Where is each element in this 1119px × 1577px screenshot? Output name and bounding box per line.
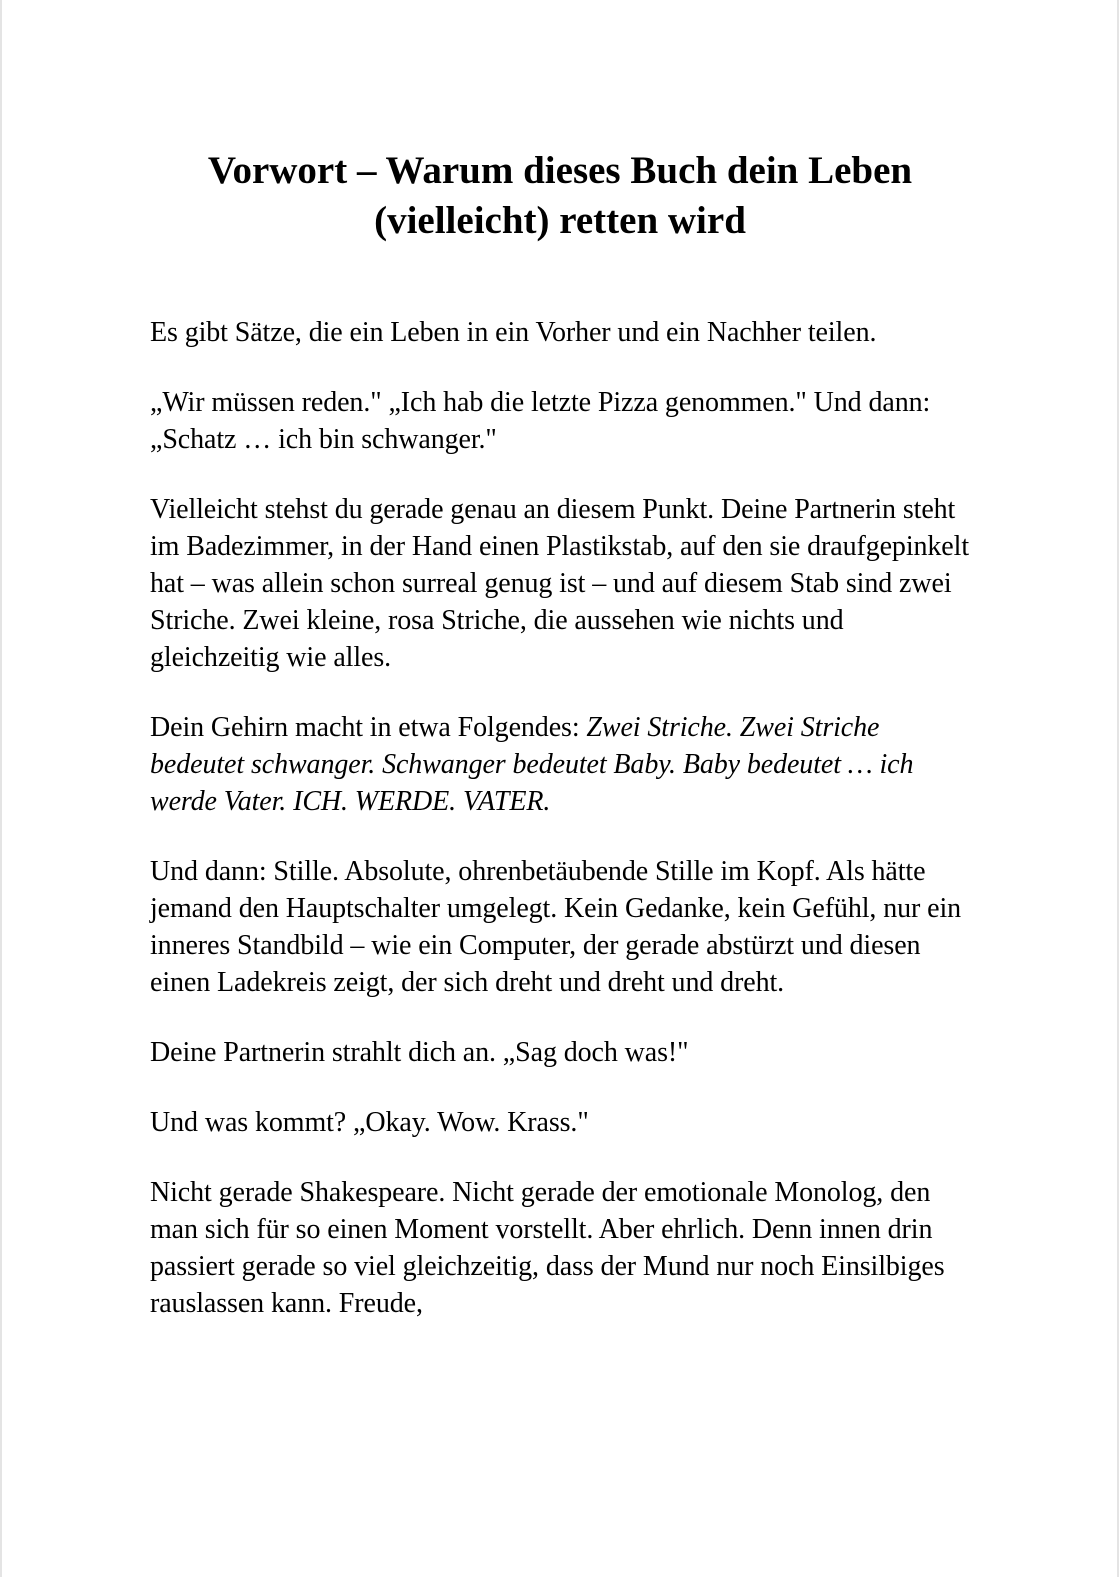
chapter-title-line-1: Vorwort – Warum dieses Buch dein Leben [207,149,913,192]
paragraph-4-lead: Dein Gehirn macht in etwa Folgendes: [150,712,587,743]
paragraph-3: Vielleicht stehst du gerade genau an diesem Punkt. Deine Partnerin steht im Badezimmer, in der Hand einen Plastikstab, auf den sie draufgepinkelt hat – was allein schon surreal genug ist – und auf diesem Stab sind zwei Striche. Zwei kleine, rosa Striche, die aussehen wie nichts und gleichzeitig wie alles. [150,494,969,673]
paragraph-7: Und was kommt? „Okay. Wow. Krass." [150,1107,589,1138]
paragraph-5: Und dann: Stille. Absolute, ohrenbetäubende Stille im Kopf. Als hätte jemand den Hauptschalter umgelegt. Kein Gedanke, kein Gefühl, nur ein inneres Standbild – wie ein Computer, der gerade abstürzt und diesen einen Ladekreis zeigt, der sich dreht und dreht und dreht. [150,856,962,998]
paragraph-1: Es gibt Sätze, die ein Leben in ein Vorher und ein Nachher teilen. [150,317,877,348]
page-edge-left [0,0,2,1577]
chapter-title-line-2: (vielleicht) retten wird [374,199,746,242]
chapter-title [150,146,970,246]
paragraph-4-italic-thought: Zwei Striche. Zwei Striche bedeutet schwanger. Schwanger bedeutet Baby. Baby bedeutet … ich werde Vater. ICH. WERDE. VATER. [150,712,914,817]
paragraph-2: „Wir müssen reden." „Ich hab die letzte Pizza genommen." Und dann: „Schatz … ich bin schwanger." [150,387,931,455]
paragraph-4 [150,709,970,820]
paragraph-8: Nicht gerade Shakespeare. Nicht gerade der emotionale Monolog, den man sich für so einen Moment vorstellt. Aber ehrlich. Denn innen drin passiert gerade so viel gleichzeitig, dass der Mund nur noch Einsilbiges rauslassen kann. Freude, [150,1177,945,1319]
document-page [150,146,970,1355]
paragraph-6: Deine Partnerin strahlt dich an. „Sag doch was!" [150,1037,689,1068]
